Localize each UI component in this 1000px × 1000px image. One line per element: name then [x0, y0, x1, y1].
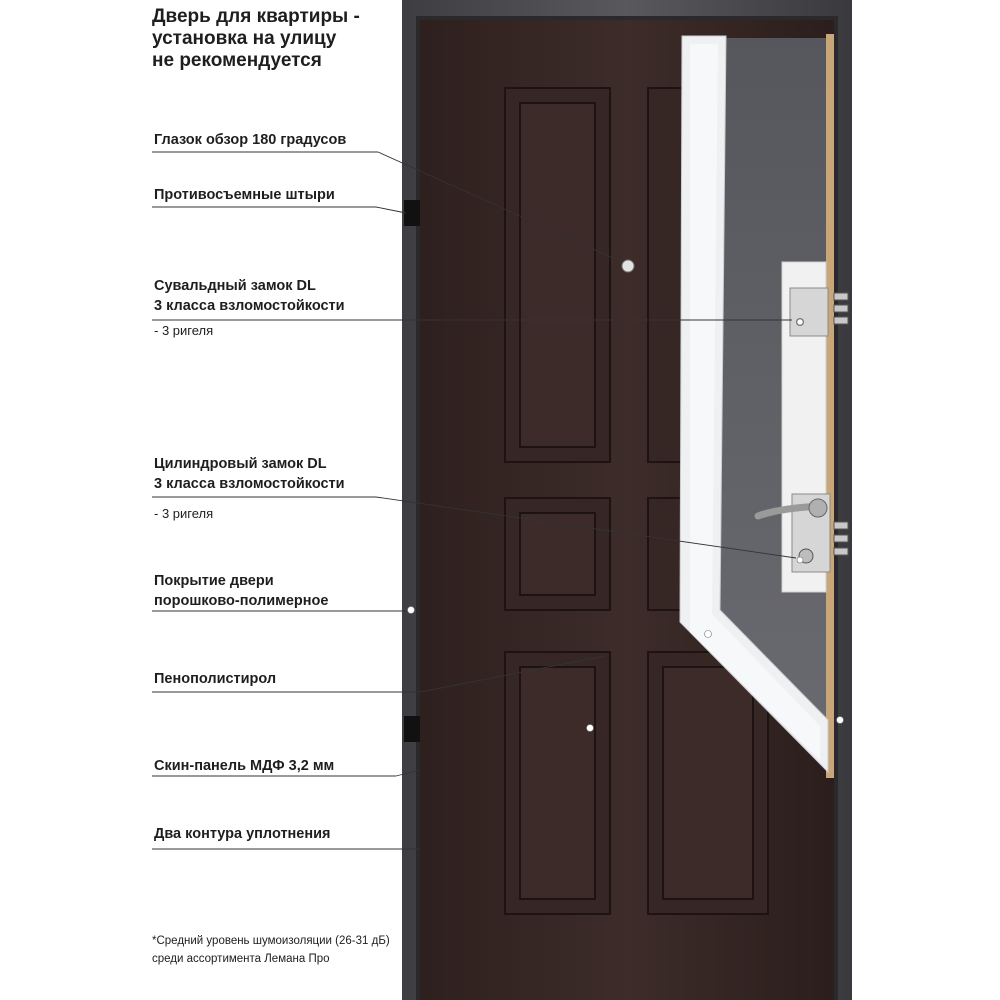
feature-coating [154, 571, 328, 611]
feature-skin-panel: Скин-панель МДФ 3,2 мм [154, 758, 335, 774]
peephole-icon [622, 260, 634, 272]
footnote-line: *Средний уровень шумоизоляции (26-31 дБ) [152, 935, 390, 947]
feature-cylinder-lock-line: Цилиндровый замок DL [154, 456, 327, 472]
feature-anti-removal-pins: Противосъемные штыри [154, 187, 335, 203]
feature-lever-lock-line: Сувальдный замок DL [154, 278, 316, 294]
page-title [152, 6, 412, 72]
feature-lever-lock-line: 3 класса взломостойкости [154, 298, 345, 314]
callout-dot [797, 319, 803, 325]
callout-dot [797, 557, 803, 563]
feature-coating-line: порошково-полимерное [154, 593, 329, 609]
cylinder-lock-bolts [834, 522, 848, 555]
title-line: Дверь для квартиры - [152, 6, 360, 27]
feature-foam: Пенополистирол [154, 671, 277, 687]
feature-cylinder-lock [154, 454, 345, 494]
footnote-line: среди ассортимента Лемана Про [152, 953, 330, 965]
callout-dot [587, 725, 594, 732]
callout-dot [408, 607, 415, 614]
lever-lock [790, 288, 828, 336]
feature-seals: Два контура уплотнения [154, 826, 331, 842]
callout-dot [837, 717, 844, 724]
feature-peephole: Глазок обзор 180 градусов [154, 132, 347, 148]
cutaway-wood-strip [826, 34, 834, 778]
anti-removal-pin [404, 200, 420, 226]
callout-dot [705, 631, 712, 638]
feature-cylinder-lock-bolts: - 3 ригеля [154, 506, 214, 521]
anti-removal-pin [404, 716, 420, 742]
lever-lock-bolts [834, 293, 848, 324]
footnote [152, 932, 390, 968]
feature-lever-lock-bolts: - 3 ригеля [154, 323, 214, 338]
feature-lever-lock [154, 276, 345, 316]
title-line: установка на улицу [152, 28, 337, 49]
feature-coating-line: Покрытие двери [154, 573, 274, 589]
feature-cylinder-lock-line: 3 класса взломостойкости [154, 476, 345, 492]
title-line: не рекомендуется [152, 50, 322, 71]
